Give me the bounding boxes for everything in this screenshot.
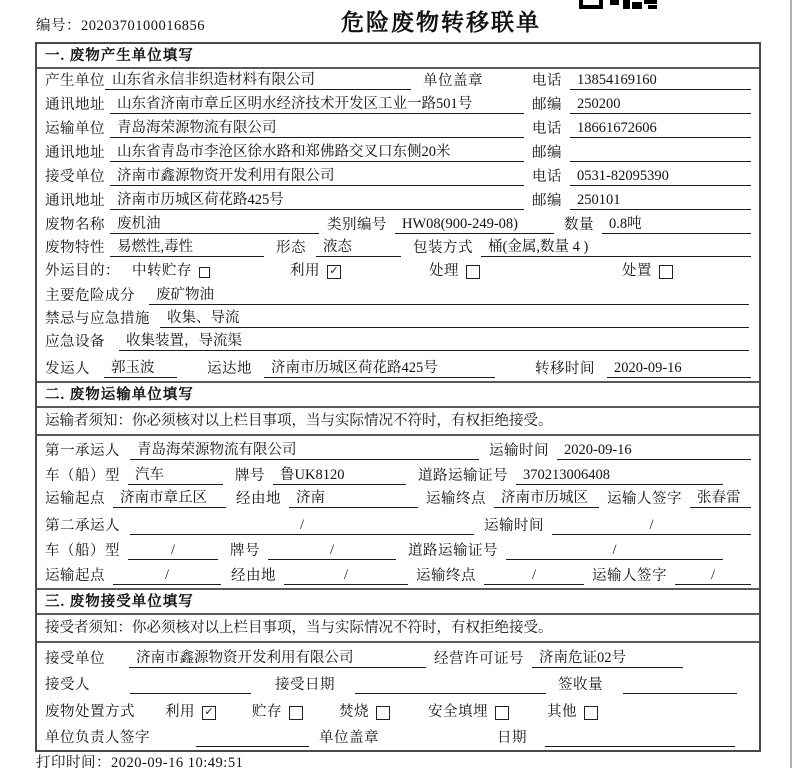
row-producer xyxy=(37,69,759,93)
row-transporter xyxy=(37,117,759,141)
row-consignor xyxy=(37,354,759,381)
end1-label: 运输终点 xyxy=(426,491,486,507)
phone3-label: 电话 xyxy=(532,169,562,185)
purpose-option-dispose xyxy=(622,260,673,280)
zip1-label: 邮编 xyxy=(532,97,562,113)
purpose-option-transfer-storage xyxy=(132,260,210,280)
qty-label: 数量 xyxy=(564,217,594,233)
section3-title: 三. 废物接受单位填写 xyxy=(45,593,194,610)
date-label: 日期 xyxy=(497,730,527,746)
receive-date-label: 接受日期 xyxy=(275,677,335,693)
row-producer-address xyxy=(37,93,759,117)
consignor-field: 郭玉波 xyxy=(104,356,177,378)
equipment-field: 收集装置，导流渠 xyxy=(119,331,749,351)
carrier1-label: 第一承运人 xyxy=(45,443,120,459)
disposal-option-storage xyxy=(252,700,303,721)
transport-time1-field: 2020-09-16 xyxy=(557,442,751,460)
addr2-field: 山东省青岛市李沧区徐水路和郑佛路交叉口东侧20米 xyxy=(110,141,524,162)
via1-label: 经由地 xyxy=(236,491,281,507)
section3-header xyxy=(37,588,759,615)
purpose-label: 外运目的： xyxy=(45,263,120,279)
manifest-form xyxy=(35,42,761,752)
waste-name-field: 废机油 xyxy=(110,213,319,234)
permit-label: 经营许可证号 xyxy=(434,651,524,667)
page-title: 危险废物转移联单 xyxy=(341,10,541,35)
purpose-option-label: 中转贮存 xyxy=(132,263,192,279)
phone2-field: 18661672606 xyxy=(570,120,751,138)
head-signature-label: 单位负责人签字 xyxy=(45,730,150,746)
disposal-option-label: 安全填埋 xyxy=(428,704,488,720)
vehicle1-field: 汽车 xyxy=(128,463,223,485)
equipment-label: 应急设备 xyxy=(45,334,105,350)
road-license1-field: 370213006408 xyxy=(516,467,723,485)
unit-seal-label: 单位盖章 xyxy=(423,73,483,89)
row-vehicle2 xyxy=(37,538,759,563)
zip3-label: 邮编 xyxy=(532,193,562,209)
origin2-field: / xyxy=(113,567,221,585)
row-recipient xyxy=(37,671,759,697)
phone1-label: 电话 xyxy=(532,73,562,89)
disposal-incinerate-checkbox xyxy=(376,706,390,720)
road-license1-label: 道路运输证号 xyxy=(418,468,508,484)
print-time-line xyxy=(36,751,243,772)
road-license2-field: / xyxy=(506,542,723,560)
row-receiver-address xyxy=(37,189,759,213)
print-time-label: 打印时间： xyxy=(36,755,111,771)
section2-header xyxy=(37,381,759,408)
carrier2-label: 第二承运人 xyxy=(45,518,120,534)
carrier-sign2-field: / xyxy=(675,567,751,585)
row-route2 xyxy=(37,563,759,588)
origin1-label: 运输起点 xyxy=(45,491,105,507)
form-field: 液态 xyxy=(316,237,401,257)
serial-number-line xyxy=(36,14,205,35)
destination-field: 济南市历城区荷花路425号 xyxy=(264,356,495,378)
row-purpose xyxy=(37,260,759,283)
row-waste-name xyxy=(37,213,759,237)
date-field xyxy=(545,729,735,747)
addr1-field: 山东省济南市章丘区明水经济技术开发区工业一路501号 xyxy=(110,93,524,114)
treat-checkbox xyxy=(466,265,480,279)
signed-amount-field xyxy=(623,676,737,694)
row-receiving-unit xyxy=(37,643,759,671)
origin2-label: 运输起点 xyxy=(45,568,105,584)
serial-value: 2020370100016856 xyxy=(81,18,205,34)
origin1-field: 济南市章丘区 xyxy=(113,488,226,508)
addr2-label: 通讯地址 xyxy=(45,145,105,161)
section2-title: 二. 废物运输单位填写 xyxy=(45,386,194,403)
carrier1-field: 青岛海荣源物流有限公司 xyxy=(130,438,479,460)
transfer-time-label: 转移时间 xyxy=(535,361,595,377)
row-carrier1 xyxy=(37,436,759,463)
row-transporter-address xyxy=(37,141,759,165)
permit-field: 济南危证02号 xyxy=(532,646,683,668)
receiver-field: 济南市鑫源物资开发利用有限公司 xyxy=(110,165,524,186)
road-license2-label: 道路运输证号 xyxy=(408,543,498,559)
disposal-option-incinerate xyxy=(339,700,390,721)
producer-field: 山东省永信非织造材料有限公司 xyxy=(105,69,411,90)
unit-seal3-label: 单位盖章 xyxy=(319,730,379,746)
phone1-field: 13854169160 xyxy=(570,72,751,90)
via2-field: / xyxy=(284,567,408,585)
transfer-storage-checkbox xyxy=(199,267,210,278)
row-receiver-notice xyxy=(37,615,759,643)
receiver-label: 接受单位 xyxy=(45,169,105,185)
via1-field: 济南 xyxy=(289,488,418,508)
consignor-label: 发运人 xyxy=(45,361,90,377)
phone3-field: 0531-82095390 xyxy=(570,168,751,186)
recipient-label: 接受人 xyxy=(45,677,90,693)
dispose-checkbox xyxy=(659,265,673,279)
purpose-option-utilize xyxy=(290,260,341,280)
category-field: HW08(900-249-08) xyxy=(395,216,554,234)
row-emergency-equipment xyxy=(37,331,759,354)
zip2-label: 邮编 xyxy=(532,145,562,161)
carrier-sign2-label: 运输人签字 xyxy=(592,568,667,584)
character-label: 废物特性 xyxy=(45,240,105,256)
zip2-field xyxy=(570,144,751,162)
character-field: 易燃性,毒性 xyxy=(110,237,264,257)
receiver-notice: 接受者须知：你必须核对以上栏目事项，当与实际情况不符时，有权拒绝接受。 xyxy=(45,620,553,636)
destination-label: 运达地 xyxy=(207,361,252,377)
hazard-label: 主要危险成分 xyxy=(45,288,135,304)
receiving-unit-label: 接受单位 xyxy=(45,651,105,667)
row-vehicle1 xyxy=(37,463,759,488)
form-label: 形态 xyxy=(276,240,306,256)
receive-date-field xyxy=(355,676,546,694)
section1-title: 一. 废物产生单位填写 xyxy=(45,47,194,64)
recipient-field xyxy=(130,676,251,694)
transporter-notice: 运输者须知：你必须核对以上栏目事项，当与实际情况不符时，有权拒绝接受。 xyxy=(45,413,553,429)
row-transporter-notice xyxy=(37,408,759,436)
receiving-unit-field: 济南市鑫源物资开发利用有限公司 xyxy=(129,646,426,668)
signed-amount-label: 签收量 xyxy=(558,677,603,693)
via2-label: 经由地 xyxy=(231,568,276,584)
disposal-option-label: 其他 xyxy=(547,704,577,720)
row-hazard-component xyxy=(37,283,759,308)
end2-field: / xyxy=(484,567,584,585)
section1-header xyxy=(37,44,759,69)
transfer-time-field: 2020-09-16 xyxy=(607,360,751,378)
vehicle1-label: 车（船）型 xyxy=(45,468,120,484)
utilize-checkbox-checked: ✓ xyxy=(327,265,341,279)
row-disposal-method xyxy=(37,697,759,724)
packing-field: 桶(金属,数量 4 ) xyxy=(481,237,751,257)
disposal-option-utilize xyxy=(165,700,216,721)
transport-time2-field: / xyxy=(552,517,751,535)
disposal-option-landfill xyxy=(428,700,509,721)
disposal-utilize-checkbox-checked: ✓ xyxy=(202,706,216,720)
plate2-field: / xyxy=(268,542,396,560)
addr1-label: 通讯地址 xyxy=(45,97,105,113)
disposal-option-label: 焚烧 xyxy=(339,704,369,720)
qty-field: 0.8吨 xyxy=(602,213,751,234)
row-receiver xyxy=(37,165,759,189)
transporter-label: 运输单位 xyxy=(45,121,105,137)
disposal-other-checkbox xyxy=(584,706,598,720)
qr-code-fragment-icon xyxy=(579,0,659,9)
end1-field: 济南市历城区 xyxy=(494,488,599,508)
head-signature-field xyxy=(196,729,309,747)
carrier-sign1-field: 张春雷 xyxy=(690,488,751,508)
addr3-field: 济南市历城区荷花路425号 xyxy=(110,189,524,210)
vehicle2-label: 车（船）型 xyxy=(45,543,120,559)
transport-time2-label: 运输时间 xyxy=(484,518,544,534)
zip3-field: 250101 xyxy=(570,192,751,210)
producer-label: 产生单位 xyxy=(45,73,105,89)
disposal-landfill-checkbox xyxy=(495,706,509,720)
transport-time1-label: 运输时间 xyxy=(489,443,549,459)
taboo-field: 收集、导流 xyxy=(160,308,749,328)
disposal-option-label: 贮存 xyxy=(252,704,282,720)
disposal-method-label: 废物处置方式 xyxy=(45,704,135,720)
carrier-sign1-label: 运输人签字 xyxy=(607,491,682,507)
purpose-option-treat xyxy=(429,260,480,280)
row-carrier2 xyxy=(37,511,759,538)
phone2-label: 电话 xyxy=(532,121,562,137)
hazard-field: 废矿物油 xyxy=(149,283,749,305)
window-right-edge xyxy=(790,0,792,768)
waste-name-label: 废物名称 xyxy=(45,217,105,233)
category-label: 类别编号 xyxy=(327,217,387,233)
transporter-field: 青岛海荣源物流有限公司 xyxy=(110,117,524,138)
vehicle2-field: / xyxy=(128,542,218,560)
serial-label: 编号： xyxy=(36,18,81,34)
row-head-signature xyxy=(37,724,759,750)
plate1-field: 鲁UK8120 xyxy=(273,463,406,485)
zip1-field: 250200 xyxy=(570,96,751,114)
purpose-option-label: 处理 xyxy=(429,263,459,279)
packing-label: 包装方式 xyxy=(413,240,473,256)
purpose-option-label: 处置 xyxy=(622,263,652,279)
end2-label: 运输终点 xyxy=(416,568,476,584)
row-taboo-measures xyxy=(37,308,759,331)
print-time-value: 2020-09-16 10:49:51 xyxy=(111,755,244,771)
taboo-label: 禁忌与应急措施 xyxy=(45,311,150,327)
carrier2-field: / xyxy=(130,517,474,535)
row-waste-character xyxy=(37,237,759,260)
disposal-option-other xyxy=(547,700,598,721)
disposal-option-label: 利用 xyxy=(165,704,195,720)
plate2-label: 牌号 xyxy=(230,543,260,559)
addr3-label: 通讯地址 xyxy=(45,193,105,209)
purpose-option-label: 利用 xyxy=(290,263,320,279)
plate1-label: 牌号 xyxy=(235,468,265,484)
row-route1 xyxy=(37,488,759,511)
disposal-storage-checkbox xyxy=(289,706,303,720)
